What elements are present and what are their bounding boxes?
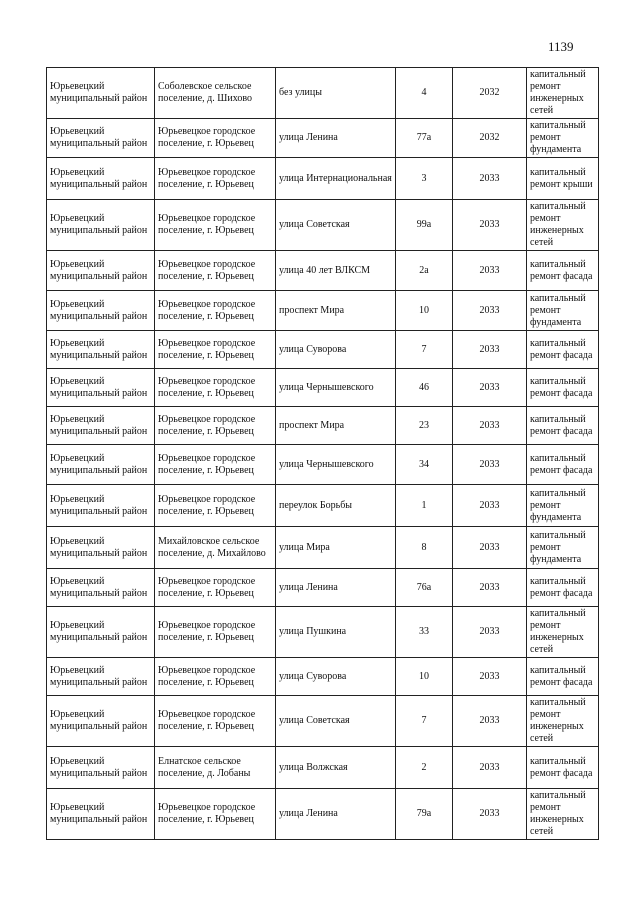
table-row: [47, 200, 599, 251]
work-type-cell: капитальный ремонт фасада: [527, 445, 599, 485]
table-row: [47, 369, 599, 407]
settlement-cell: Юрьевецкое городское поселение, г. Юрьевец: [155, 607, 276, 658]
work-type-cell: капитальный ремонт фасада: [527, 407, 599, 445]
district-cell: Юрьевецкий муниципальный район: [47, 331, 155, 369]
table-row: [47, 68, 599, 119]
settlement-cell: Юрьевецкое городское поселение, г. Юрьевец: [155, 200, 276, 251]
house-number-cell: 2: [396, 747, 453, 789]
district-cell: Юрьевецкий муниципальный район: [47, 119, 155, 158]
street-cell: без улицы: [276, 68, 396, 119]
district-cell: Юрьевецкий муниципальный район: [47, 369, 155, 407]
street-cell: проспект Мира: [276, 291, 396, 331]
house-number-cell: 23: [396, 407, 453, 445]
year-cell: 2033: [453, 569, 527, 607]
work-type-cell: капитальный ремонт инженерных сетей: [527, 789, 599, 840]
street-cell: улица Ленина: [276, 569, 396, 607]
year-cell: 2033: [453, 658, 527, 696]
year-cell: 2033: [453, 607, 527, 658]
settlement-cell: Юрьевецкое городское поселение, г. Юрьевец: [155, 158, 276, 200]
house-number-cell: 7: [396, 331, 453, 369]
district-cell: Юрьевецкий муниципальный район: [47, 445, 155, 485]
year-cell: 2033: [453, 485, 527, 527]
year-cell: 2033: [453, 158, 527, 200]
street-cell: улица Суворова: [276, 331, 396, 369]
year-cell: 2033: [453, 251, 527, 291]
work-type-cell: капитальный ремонт фундамента: [527, 527, 599, 569]
street-cell: улица Пушкина: [276, 607, 396, 658]
work-type-cell: капитальный ремонт инженерных сетей: [527, 696, 599, 747]
year-cell: 2033: [453, 696, 527, 747]
work-type-cell: капитальный ремонт инженерных сетей: [527, 200, 599, 251]
settlement-cell: Юрьевецкое городское поселение, г. Юрьевец: [155, 445, 276, 485]
settlement-cell: Юрьевецкое городское поселение, г. Юрьевец: [155, 658, 276, 696]
street-cell: улица Ленина: [276, 119, 396, 158]
district-cell: Юрьевецкий муниципальный район: [47, 291, 155, 331]
house-number-cell: 3: [396, 158, 453, 200]
house-number-cell: 77а: [396, 119, 453, 158]
year-cell: 2033: [453, 291, 527, 331]
work-type-cell: капитальный ремонт фасада: [527, 747, 599, 789]
settlement-cell: Юрьевецкое городское поселение, г. Юрьевец: [155, 696, 276, 747]
table-row: [47, 607, 599, 658]
settlement-cell: Юрьевецкое городское поселение, г. Юрьевец: [155, 331, 276, 369]
work-type-cell: капитальный ремонт крыши: [527, 158, 599, 200]
house-number-cell: 33: [396, 607, 453, 658]
settlement-cell: Юрьевецкое городское поселение, г. Юрьевец: [155, 407, 276, 445]
street-cell: улица Советская: [276, 696, 396, 747]
district-cell: Юрьевецкий муниципальный район: [47, 200, 155, 251]
district-cell: Юрьевецкий муниципальный район: [47, 68, 155, 119]
table-row: [47, 445, 599, 485]
work-type-cell: капитальный ремонт фундамента: [527, 485, 599, 527]
year-cell: 2033: [453, 789, 527, 840]
work-type-cell: капитальный ремонт инженерных сетей: [527, 68, 599, 119]
settlement-cell: Юрьевецкое городское поселение, г. Юрьевец: [155, 291, 276, 331]
settlement-cell: Соболевское сельское поселение, д. Шихово: [155, 68, 276, 119]
table-row: [47, 527, 599, 569]
street-cell: улица Интернациональная: [276, 158, 396, 200]
settlement-cell: Юрьевецкое городское поселение, г. Юрьевец: [155, 789, 276, 840]
street-cell: улица Суворова: [276, 658, 396, 696]
page-number: 1139: [548, 39, 574, 54]
table-row: [47, 747, 599, 789]
street-cell: переулок Борьбы: [276, 485, 396, 527]
district-cell: Юрьевецкий муниципальный район: [47, 251, 155, 291]
table-row: [47, 331, 599, 369]
year-cell: 2033: [453, 200, 527, 251]
district-cell: Юрьевецкий муниципальный район: [47, 158, 155, 200]
street-cell: улица Советская: [276, 200, 396, 251]
year-cell: 2032: [453, 119, 527, 158]
house-number-cell: 10: [396, 658, 453, 696]
settlement-cell: Юрьевецкое городское поселение, г. Юрьевец: [155, 251, 276, 291]
year-cell: 2033: [453, 331, 527, 369]
table-row: [47, 291, 599, 331]
work-type-cell: капитальный ремонт фасада: [527, 569, 599, 607]
street-cell: проспект Мира: [276, 407, 396, 445]
street-cell: улица 40 лет ВЛКСМ: [276, 251, 396, 291]
district-cell: Юрьевецкий муниципальный район: [47, 747, 155, 789]
house-number-cell: 79а: [396, 789, 453, 840]
district-cell: Юрьевецкий муниципальный район: [47, 658, 155, 696]
house-number-cell: 34: [396, 445, 453, 485]
house-number-cell: 46: [396, 369, 453, 407]
house-number-cell: 76а: [396, 569, 453, 607]
table-row: [47, 789, 599, 840]
work-type-cell: капитальный ремонт инженерных сетей: [527, 607, 599, 658]
year-cell: 2033: [453, 369, 527, 407]
district-cell: Юрьевецкий муниципальный район: [47, 407, 155, 445]
repair-schedule-table: [46, 67, 599, 840]
street-cell: улица Мира: [276, 527, 396, 569]
table-row: [47, 119, 599, 158]
table-row: [47, 658, 599, 696]
table-row: [47, 569, 599, 607]
year-cell: 2033: [453, 747, 527, 789]
table-row: [47, 251, 599, 291]
house-number-cell: 1: [396, 485, 453, 527]
work-type-cell: капитальный ремонт фундамента: [527, 119, 599, 158]
street-cell: улица Ленина: [276, 789, 396, 840]
street-cell: улица Волжская: [276, 747, 396, 789]
work-type-cell: капитальный ремонт фасада: [527, 251, 599, 291]
district-cell: Юрьевецкий муниципальный район: [47, 527, 155, 569]
district-cell: Юрьевецкий муниципальный район: [47, 485, 155, 527]
street-cell: улица Чернышевского: [276, 445, 396, 485]
settlement-cell: Юрьевецкое городское поселение, г. Юрьевец: [155, 485, 276, 527]
house-number-cell: 4: [396, 68, 453, 119]
settlement-cell: Юрьевецкое городское поселение, г. Юрьевец: [155, 369, 276, 407]
settlement-cell: Юрьевецкое городское поселение, г. Юрьевец: [155, 119, 276, 158]
year-cell: 2033: [453, 527, 527, 569]
house-number-cell: 99а: [396, 200, 453, 251]
year-cell: 2032: [453, 68, 527, 119]
work-type-cell: капитальный ремонт фундамента: [527, 291, 599, 331]
table-row: [47, 407, 599, 445]
settlement-cell: Юрьевецкое городское поселение, г. Юрьевец: [155, 569, 276, 607]
work-type-cell: капитальный ремонт фасада: [527, 658, 599, 696]
table-body: [47, 68, 599, 840]
work-type-cell: капитальный ремонт фасада: [527, 369, 599, 407]
district-cell: Юрьевецкий муниципальный район: [47, 789, 155, 840]
district-cell: Юрьевецкий муниципальный район: [47, 607, 155, 658]
work-type-cell: капитальный ремонт фасада: [527, 331, 599, 369]
table-row: [47, 485, 599, 527]
house-number-cell: 7: [396, 696, 453, 747]
street-cell: улица Чернышевского: [276, 369, 396, 407]
settlement-cell: Михайловское сельское поселение, д. Михайлово: [155, 527, 276, 569]
settlement-cell: Елнатское сельское поселение, д. Лобаны: [155, 747, 276, 789]
house-number-cell: 2а: [396, 251, 453, 291]
district-cell: Юрьевецкий муниципальный район: [47, 696, 155, 747]
year-cell: 2033: [453, 445, 527, 485]
house-number-cell: 8: [396, 527, 453, 569]
table-row: [47, 158, 599, 200]
house-number-cell: 10: [396, 291, 453, 331]
year-cell: 2033: [453, 407, 527, 445]
district-cell: Юрьевецкий муниципальный район: [47, 569, 155, 607]
table-row: [47, 696, 599, 747]
